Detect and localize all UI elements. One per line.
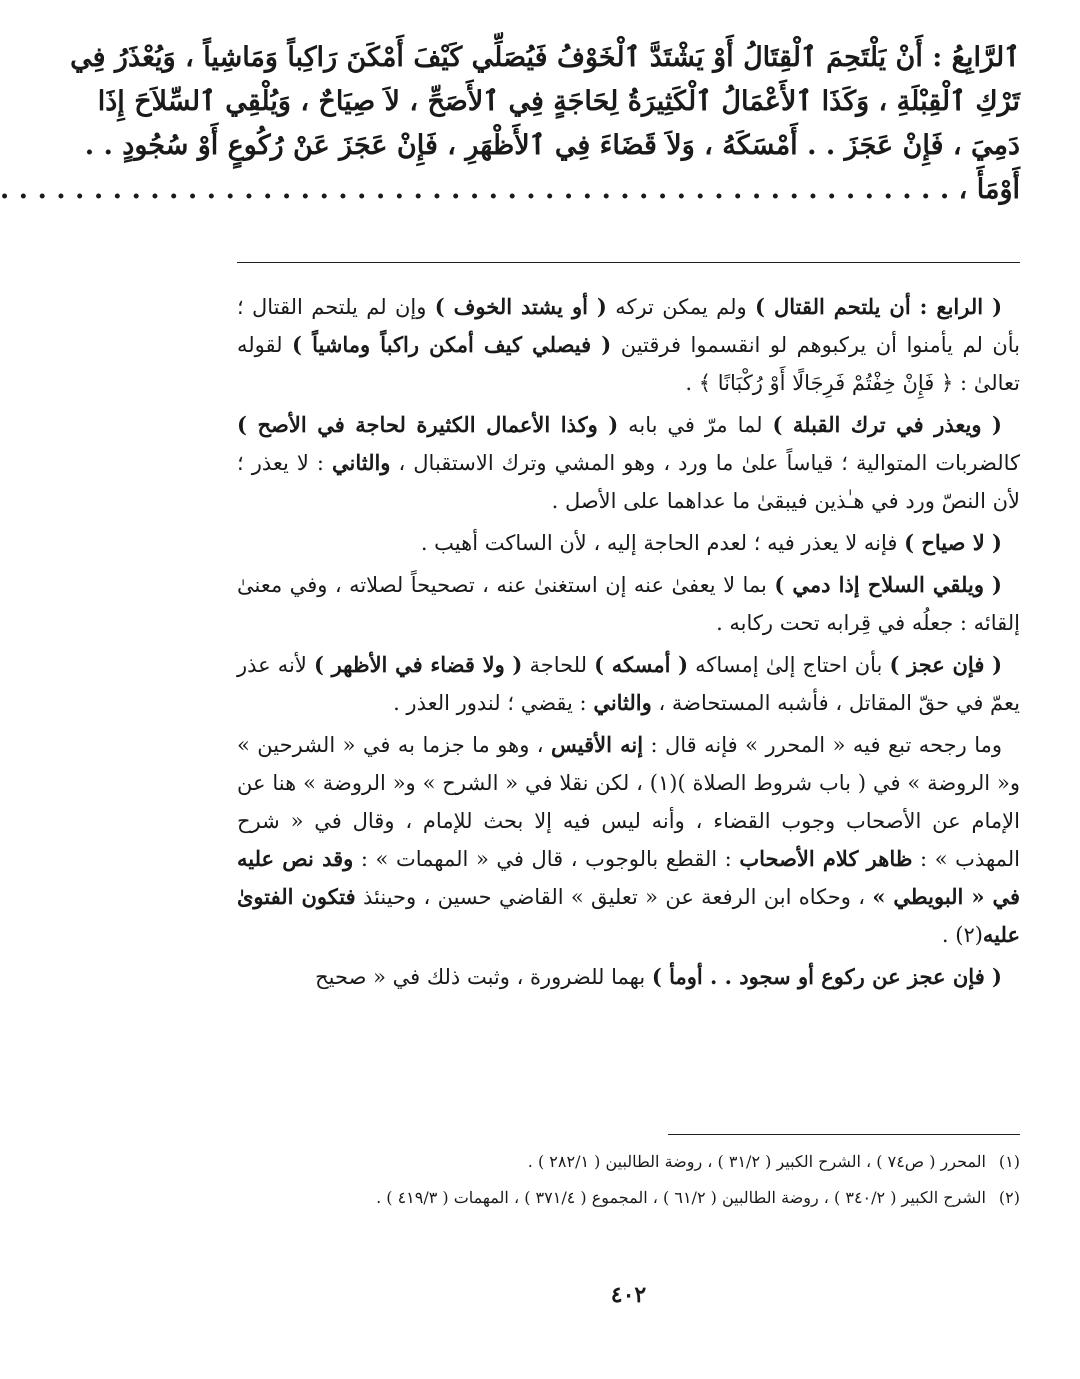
commentary-text: ولم يمكن تركه (606, 295, 756, 319)
commentary-text: : يقضي ؛ لندور العذر . (393, 691, 594, 715)
footnote-text: المحرر ( ص٧٤ ) ، الشرح الكبير ( ٣١/٢ ) ، روضة الطالبين ( ٢٨٢/١ ) . (527, 1152, 986, 1171)
matn-quote-bold: والثاني (593, 690, 652, 715)
commentary-text: وما رجحه تبع فيه « المحرر » فإنه قال : (643, 733, 1002, 757)
matn-quote-bold: ( فإن عجز ) (889, 652, 1003, 677)
matn-line: أَوْمَأَ ، . . . . . . . . . . . . . . . . . . . . . . . . . . . . . . . . . . . . . . . . . . . . . . . . . . . (0, 174, 1020, 205)
matn-quote-bold: ( لا صياح ) (904, 530, 1002, 555)
matn-line: ٱلرَّابِعُ : أَنْ يَلْتَحِمَ ٱلْقِتَالُ أَوْ يَشْتَدَّ ٱلْخَوْفُ فَيُصَلِّي كَيْفَ أَمْكَنَ رَاكِباً وَمَاشِياً ، وَيُعْذَرُ فِي (70, 42, 1020, 73)
commentary-text: لقوله تعالىٰ : ﴿ فَإِنْ خِفْتُمْ فَرِجَالًا أَوْ رُكْبَانًا ﴾ . (237, 333, 1020, 395)
commentary-text: (٢) . (941, 923, 983, 947)
page-number: ٤٠٢ (610, 1282, 647, 1308)
matn-quote-bold: ( أمسكه ) (594, 652, 689, 677)
footnote-separator-rule (668, 1134, 1020, 1135)
matn-quote-bold: والثاني (331, 450, 391, 475)
matn-quote-bold: ( فإن عجز عن ركوع أو سجود . . أومأ ) (651, 964, 1002, 989)
matn-quote-bold: إنه الأقيس (551, 732, 644, 757)
matn-separator-rule (237, 262, 1020, 263)
commentary-text: لأنه عذر يعمّ في حقّ المقاتل ، فأشبه المستحاضة ، (237, 653, 1020, 715)
matn-quote-bold: ( أو يشتد الخوف ) (434, 294, 607, 319)
matn-quote-bold: ( ويعذر في ترك القبلة ) (772, 412, 1002, 437)
sharh-paragraph (237, 958, 1020, 996)
sharh-commentary (237, 288, 1020, 1000)
sharh-paragraph (237, 524, 1020, 562)
commentary-text: فإنه لا يعذر فيه ؛ لعدم الحاجة إليه ، لأن الساكت أهيب . (420, 531, 905, 555)
commentary-text: بأن احتاج إلىٰ إمساكه (688, 653, 890, 677)
commentary-text: للحاجة (522, 653, 595, 677)
matn-quote-bold: ( فيصلي كيف أمكن راكباً وماشياً ) (292, 332, 612, 357)
commentary-text: ، وهو ما جزما به في « الشرحين » و« الروضة » في ( باب شروط الصلاة )(١) ، لكن نقلا في « الشرح » و« الروضة » هنا عن الإمام عن الأصحاب وجوب القضاء ، وأنه ليس فيه إلا بحث للإمام ، وقال في « شرح المهذب » : (237, 733, 1020, 871)
footnote-number: (٢) (998, 1188, 1020, 1207)
sharh-paragraph (237, 726, 1020, 954)
commentary-text: وإن لم يلتحم القتال ؛ بأن لم يأمنوا أن يركبوهم لو انقسموا فرقتين (237, 295, 1020, 357)
commentary-text: كالضربات المتوالية ؛ قياساً علىٰ ما ورد ، وهو المشي وترك الاستقبال ، (390, 451, 1020, 475)
matn-quote-bold: ( وكذا الأعمال الكثيرة لحاجة في الأصح ) (237, 412, 619, 437)
commentary-text: : لا يعذر ؛ لأن النصّ ورد في هـٰذين فيبقىٰ ما عداهما على الأصل . (237, 451, 1020, 513)
matn-line: دَمِيَ ، فَإِنْ عَجَزَ . . أَمْسَكَهُ ، وَلاَ قَضَاءَ فِي ٱلأَظْهَرِ ، فَإِنْ عَجَزَ عَنْ رُكُوعٍ أَوْ سُجُودٍ . . (84, 130, 1020, 161)
matn-quote-bold: ( ولا قضاء في الأظهر ) (313, 652, 523, 677)
footnotes (237, 1148, 1020, 1220)
commentary-text: ، وحكاه ابن الرفعة عن « تعليق » القاضي حسين ، وحينئذ (355, 885, 873, 909)
footnote-number: (١) (998, 1152, 1020, 1171)
sharh-paragraph (237, 406, 1020, 520)
sharh-paragraph (237, 646, 1020, 722)
commentary-text: لما مرّ في بابه (618, 413, 773, 437)
footnote (237, 1184, 1020, 1212)
matn-text (0, 36, 1020, 212)
commentary-text: بهما للضرورة ، وثبت ذلك في « صحيح (315, 965, 652, 989)
book-page (0, 36, 1020, 1379)
matn-quote-bold: ( ويلقي السلاح إذا دمي ) (774, 572, 1002, 597)
matn-quote-bold: فتكون الفتوىٰ عليه (237, 884, 1020, 947)
matn-quote-bold: ظاهر كلام الأصحاب (739, 846, 913, 871)
footnote-text: الشرح الكبير ( ٣٤٠/٢ ) ، روضة الطالبين ( ٦١/٢ ) ، المجموع ( ٣٧١/٤ ) ، المهمات ( ٤١٩/٣ ) . (376, 1188, 986, 1207)
footnote (237, 1148, 1020, 1176)
matn-quote-bold: وقد نص عليه في « البويطي » (237, 846, 1020, 909)
commentary-text: بما لا يعفىٰ عنه إن استغنىٰ عنه ، تصحيحاً لصلاته ، وفي معنىٰ إلقائه : جعلُه في قِرابه تحت ركابه . (237, 573, 1020, 635)
sharh-paragraph (237, 566, 1020, 642)
sharh-paragraph (237, 288, 1020, 402)
commentary-text: : القطع بالوجوب ، قال في « المهمات » : (353, 847, 740, 871)
matn-quote-bold: ( الرابع : أن يلتحم القتال ) (755, 294, 1003, 319)
matn-line: تَرْكِ ٱلْقِبْلَةِ ، وَكَذَا ٱلأَعْمَالُ ٱلْكَثِيرَةُ لِحَاجَةٍ فِي ٱلأَصَحِّ ، لاَ صِيَاحٌ ، وَيُلْقِي ٱلسِّلاَحَ إِذَا (97, 86, 1020, 117)
